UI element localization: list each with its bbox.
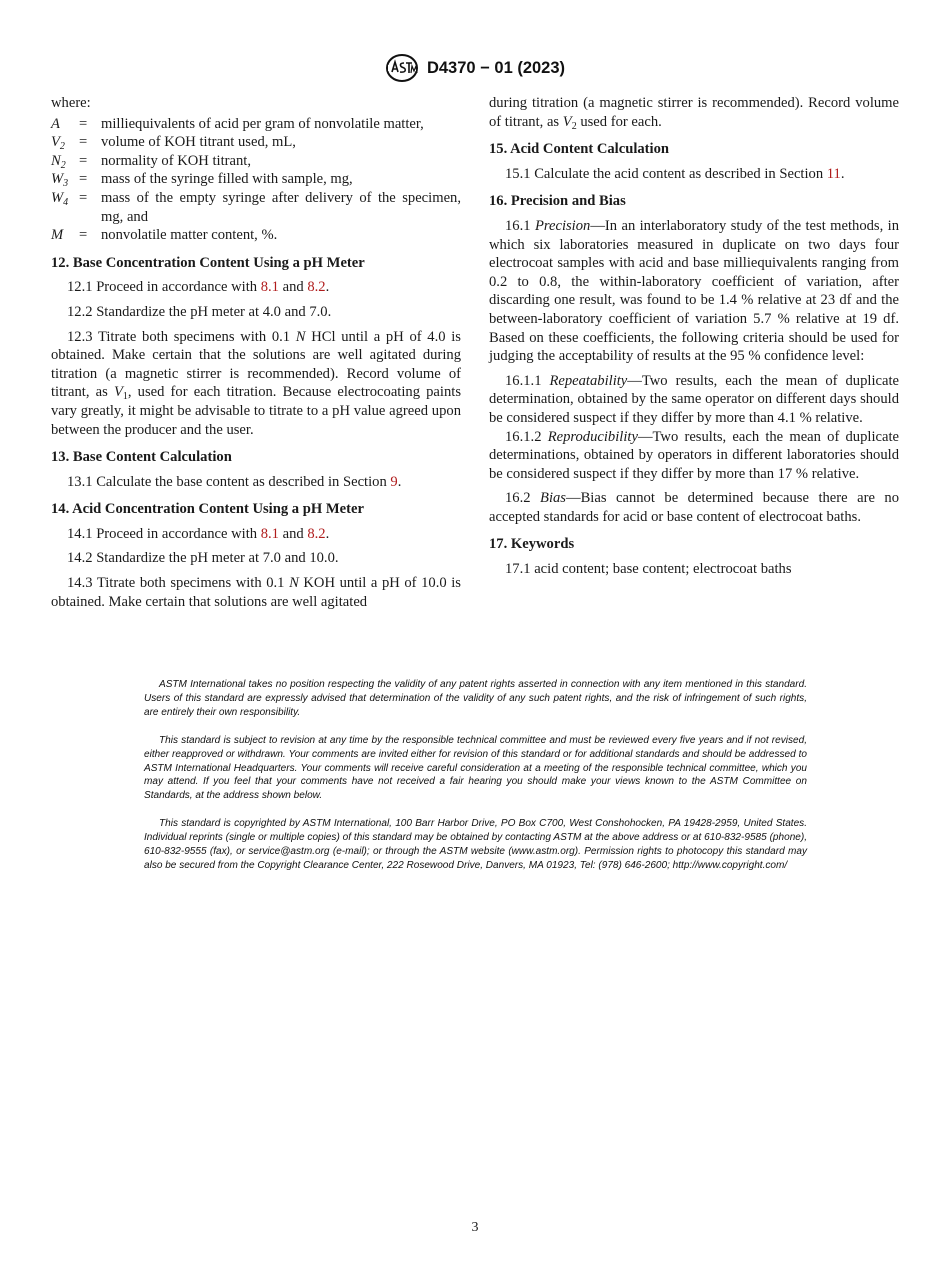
paragraph-14-3: 14.3 Titrate both specimens with 0.1 N KOH until a pH of 10.0 is obtained. Make certain that solutions are well agitated (51, 575, 461, 610)
where-definition: mass of the syringe filled with sample, mg, (101, 171, 353, 188)
where-item (51, 226, 461, 245)
where-equals: = (79, 227, 88, 244)
paragraph-16-1: 16.1 Precision—In an interlaboratory study of the test methods, in which six laboratories measured in duplicate on two days four electrocoat samples with acid and base milliequivalents ranging from 0.2 to 0.8, the within-laboratory coefficient of variation, after discarding one result, was found to be 1.4 % relative at 23 df and the between-laboratory coefficient of variation 5.7 % relative at 19 df. Based on these coefficients, the following criteria should be used for judging the acceptability of results at the 95 % confidence level: (489, 217, 900, 365)
footnote-revision: This standard is subject to revision at any time by the responsible technical committee and must be reviewed every five years and if not revised, either reapproved or withdrawn. Your comments are invited either for revision of this standard or for additional standards and should be addressed to ASTM International Headquarters. Your comments will receive careful consideration at a meeting of the responsible technical committee, which you may attend. If you feel that your comments have not received a fair hearing you should make your views known to the ASTM Committee on Standards, at the address shown below. (144, 734, 807, 802)
ref-8-1-link[interactable]: 8.1 (260, 279, 279, 296)
where-symbol: $W_4$ (51, 189, 69, 208)
paragraph-14-3-continued: during titration (a magnetic stirrer is recommended). Record volume of titrant, as $V_2$ used for each. (489, 95, 899, 132)
paragraph-16-1-1: 16.1.1 Repeatability—Two results, each the mean of duplicate determination, obtained by the same operator on different days should be considered suspect if they differ by more than 4.1 % relative. (489, 372, 899, 426)
footnote-patent: ASTM International takes no position respecting the validity of any patent rights asserted in connection with any item mentioned in this standard. Users of this standard are expressly advised that determination of the validity of any such patent rights, and the risk of infringement of such rights, are entirely their own responsibility. (144, 679, 807, 718)
footnotes (144, 678, 807, 887)
paragraph-12-3: 12.3 Titrate both specimens with 0.1 N HCl until a pH of 4.0 is obtained. Make certain that the solutions are well agitated during titration (a magnetic stirrer is recommended). Record volume of titrant, as $V_1$, used for each titration. Because electrocoating paints vary greatly, it might be advisable to titrate to a pH value agreed upon between the producer and the user. (51, 328, 461, 438)
where-definition: nonvolatile matter content, %. (101, 227, 278, 244)
where-equals: = (79, 171, 88, 188)
where-equals: = (79, 115, 88, 132)
where-definition: milliequivalents of acid per gram of nonvolatile matter, (101, 115, 424, 132)
where-definition: normality of KOH titrant, (101, 152, 251, 169)
where-symbol: A (51, 115, 60, 132)
where-symbol: $N_2$ (51, 152, 66, 171)
page-header (0, 52, 950, 84)
where-item (51, 170, 461, 189)
where-item (51, 115, 461, 134)
section-12-title: 12. Base Concentration Content Using a pH Meter (51, 254, 365, 271)
section-17-title: 17. Keywords (489, 536, 575, 553)
where-equals: = (79, 134, 88, 151)
where-label: where: (51, 95, 91, 111)
ref-8-2-link[interactable]: 8.2 (307, 279, 326, 296)
paragraph-12-1: 12.1 Proceed in accordance with 8.1 and 8.2. (67, 279, 330, 296)
ref-section-9-link[interactable]: 9 (390, 473, 398, 490)
right-column (489, 94, 899, 585)
page-number: 3 (471, 1220, 479, 1235)
where-item (51, 133, 461, 152)
astm-logo-icon (385, 53, 419, 83)
where-definition: mass of the empty syringe after delivery of the specimen, mg, and (101, 189, 461, 225)
paragraph-16-2: 16.2 Bias—Bias cannot be determined because there are no accepted standards for acid or base content of electrocoat baths. (489, 490, 900, 525)
where-symbol: $W_3$ (51, 171, 69, 190)
footnote-copyright: This standard is copyrighted by ASTM International, 100 Barr Harbor Drive, PO Box C700, West Conshohocken, PA 19428-2959, United States. Individual reprints (single or multiple copies) of this standard may be obtained by contacting ASTM at the above address or at 610-832-9585 (phone), 610-832-9555 (fax), or service@astm.org (e-mail); or through the ASTM website (www.astm.org). Permission rights to photocopy this standard may also be secured from the Copyright Clearance Center, 222 Rosewood Drive, Danvers, MA 01923, Tel: (978) 646-2600; http://www.copyright.com/ (144, 818, 807, 871)
section-16-title: 16. Precision and Bias (489, 193, 626, 210)
section-15-title: 15. Acid Content Calculation (489, 141, 669, 158)
section-14-title: 14. Acid Concentration Content Using a pH Meter (51, 501, 364, 518)
left-column (51, 94, 461, 617)
ref-section-11-link[interactable]: 11 (826, 165, 841, 182)
paragraph-14-1: 14.1 Proceed in accordance with 8.1 and 8.2. (67, 525, 330, 542)
where-definition: volume of KOH titrant used, mL, (101, 134, 296, 151)
ref-8-2-link[interactable]: 8.2 (307, 525, 326, 542)
where-equals: = (79, 189, 88, 206)
section-13-title: 13. Base Content Calculation (51, 449, 232, 466)
ref-8-1-link[interactable]: 8.1 (260, 525, 279, 542)
paragraph-17-1: 17.1 acid content; base content; electrocoat baths (505, 561, 792, 578)
paragraph-14-2: 14.2 Standardize the pH meter at 7.0 and 10.0. (67, 550, 339, 567)
paragraph-16-1-2: 16.1.2 Reproducibility—Two results, each the mean of duplicate determinations, obtained by operators in different laboratories should be considered suspect if they differ by more than 17 % relative. (489, 428, 899, 482)
where-item (51, 152, 461, 171)
where-symbol: $V_2$ (51, 134, 65, 153)
paragraph-13-1: 13.1 Calculate the base content as described in Section 9. (67, 473, 402, 490)
document-title: D4370 − 01 (2023) (426, 58, 566, 77)
where-symbol: M (51, 227, 64, 244)
paragraph-15-1: 15.1 Calculate the acid content as described in Section 11. (505, 165, 845, 182)
where-item (51, 189, 461, 226)
where-equals: = (79, 152, 88, 169)
paragraph-12-2: 12.2 Standardize the pH meter at 4.0 and 7.0. (67, 303, 332, 320)
where-list (51, 115, 461, 245)
